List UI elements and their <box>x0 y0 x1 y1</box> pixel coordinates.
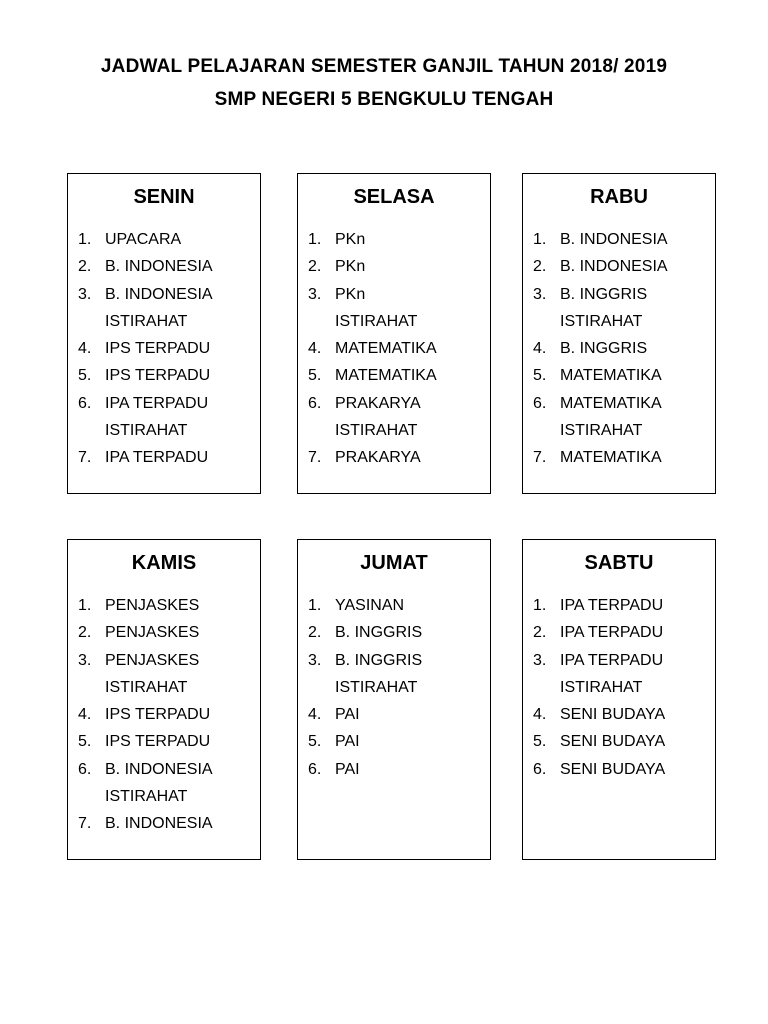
lesson-list <box>523 592 715 783</box>
lesson-number: 7. <box>308 449 322 467</box>
lesson-subject: IPA TERPADU <box>560 597 664 614</box>
day-box-kamis <box>67 539 261 860</box>
lesson-item <box>298 226 490 253</box>
lesson-subject: B. INDONESIA <box>560 258 668 276</box>
lesson-subject: MATEMATIKA <box>560 367 662 385</box>
lesson-number: 3. <box>308 285 322 303</box>
lesson-item <box>298 592 490 619</box>
lesson-subject: B. INGGRIS <box>560 340 648 358</box>
lesson-item <box>523 335 715 362</box>
lesson-subject: PENJASKES <box>105 597 200 614</box>
lesson-subject: MATEMATIKA <box>560 449 662 467</box>
lesson-item <box>68 810 260 837</box>
break-item <box>68 417 260 444</box>
day-name: SENIN <box>133 186 195 208</box>
lesson-list <box>68 226 260 472</box>
lesson-item <box>68 701 260 728</box>
lesson-item <box>68 253 260 280</box>
break-label: ISTIRAHAT <box>105 312 188 330</box>
lesson-number: 3. <box>533 285 547 303</box>
break-item <box>298 674 490 701</box>
lesson-subject: B. INDONESIA <box>105 815 213 833</box>
lesson-number: 7. <box>533 449 547 467</box>
lesson-list <box>68 592 260 838</box>
lesson-subject: PENJASKES <box>105 624 200 642</box>
lesson-subject: PAI <box>335 706 360 724</box>
break-item <box>68 308 260 335</box>
lesson-subject: B. INDONESIA <box>105 258 213 276</box>
break-label: ISTIRAHAT <box>105 788 188 806</box>
lesson-number: 6. <box>78 760 92 778</box>
lesson-number: 3. <box>78 285 92 303</box>
lesson-item <box>523 226 715 253</box>
lesson-item <box>298 756 490 783</box>
break-label: ISTIRAHAT <box>335 312 418 330</box>
lesson-subject: YASINAN <box>335 597 405 614</box>
lesson-item <box>68 756 260 783</box>
lesson-subject: IPS TERPADU <box>105 706 211 724</box>
lesson-subject: IPS TERPADU <box>105 367 211 385</box>
lesson-number: 1. <box>533 231 547 248</box>
lesson-subject: B. INDONESIA <box>105 760 213 778</box>
lesson-number: 6. <box>78 394 92 412</box>
lesson-item <box>68 335 260 362</box>
lesson-item <box>68 281 260 308</box>
break-item <box>523 308 715 335</box>
lesson-subject: IPS TERPADU <box>105 733 211 751</box>
page-title: JADWAL PELAJARAN SEMESTER GANJIL TAHUN 2018/ 2019 <box>100 56 668 77</box>
lesson-item <box>298 253 490 280</box>
lesson-subject: PKn <box>335 231 366 248</box>
lesson-item <box>68 592 260 619</box>
break-item <box>523 674 715 701</box>
lesson-subject: PENJASKES <box>105 651 200 669</box>
lesson-number: 5. <box>308 367 322 385</box>
lesson-subject: B. INDONESIA <box>560 231 668 248</box>
lesson-subject: IPS TERPADU <box>105 340 211 358</box>
lesson-item <box>68 647 260 674</box>
lesson-number: 1. <box>78 231 92 248</box>
lesson-item <box>298 362 490 389</box>
lesson-item <box>523 619 715 646</box>
lesson-number: 3. <box>533 651 547 669</box>
lesson-number: 2. <box>308 258 322 276</box>
break-item <box>68 783 260 810</box>
lesson-subject: UPACARA <box>105 231 182 248</box>
lesson-subject: B. INDONESIA <box>105 285 213 303</box>
lesson-item <box>298 647 490 674</box>
lesson-item <box>298 619 490 646</box>
lesson-number: 2. <box>78 624 92 642</box>
lesson-item <box>68 444 260 471</box>
lesson-subject: IPA TERPADU <box>105 394 209 412</box>
lesson-number: 7. <box>78 815 92 833</box>
lesson-subject: IPA TERPADU <box>560 624 664 642</box>
lesson-item <box>298 335 490 362</box>
lesson-subject: SENI BUDAYA <box>560 733 666 751</box>
day-box-jumat <box>297 539 491 860</box>
lesson-number: 4. <box>78 340 92 358</box>
lesson-subject: PAI <box>335 733 360 751</box>
lesson-number: 2. <box>78 258 92 276</box>
lesson-number: 5. <box>533 367 547 385</box>
lesson-subject: SENI BUDAYA <box>560 760 666 778</box>
lesson-subject: IPA TERPADU <box>560 651 664 669</box>
lesson-item <box>523 362 715 389</box>
day-name: SELASA <box>353 186 435 208</box>
lesson-number: 2. <box>308 624 322 642</box>
lesson-number: 7. <box>78 449 92 467</box>
lesson-number: 2. <box>533 258 547 276</box>
lesson-number: 3. <box>308 651 322 669</box>
lesson-item <box>523 444 715 471</box>
lesson-item <box>68 619 260 646</box>
lesson-item <box>298 281 490 308</box>
lesson-number: 1. <box>308 231 322 248</box>
day-name: RABU <box>590 186 648 208</box>
lesson-number: 6. <box>533 394 547 412</box>
lesson-subject: B. INGGRIS <box>560 285 648 303</box>
lesson-number: 5. <box>308 733 322 751</box>
break-item <box>523 417 715 444</box>
lesson-item <box>523 701 715 728</box>
lesson-list <box>298 592 490 783</box>
lesson-item <box>298 701 490 728</box>
break-label: ISTIRAHAT <box>335 422 418 440</box>
lesson-number: 4. <box>308 340 322 358</box>
lesson-subject: B. INGGRIS <box>335 624 423 642</box>
lesson-number: 6. <box>308 394 322 412</box>
lesson-number: 4. <box>78 706 92 724</box>
lesson-item <box>523 390 715 417</box>
lesson-number: 4. <box>533 340 547 358</box>
lesson-item <box>298 728 490 755</box>
day-box-sabtu <box>522 539 716 860</box>
school-name: SMP NEGERI 5 BENGKULU TENGAH <box>214 89 554 110</box>
lesson-list <box>298 226 490 472</box>
lesson-number: 5. <box>78 733 92 751</box>
break-label: ISTIRAHAT <box>335 678 418 696</box>
lesson-subject: SENI BUDAYA <box>560 706 666 724</box>
break-item <box>298 308 490 335</box>
lesson-number: 2. <box>533 624 547 642</box>
lesson-item <box>523 281 715 308</box>
lesson-list <box>523 226 715 472</box>
lesson-number: 1. <box>533 597 547 614</box>
lesson-subject: PKn <box>335 285 366 303</box>
lesson-item <box>68 728 260 755</box>
lesson-item <box>298 390 490 417</box>
lesson-item <box>523 756 715 783</box>
lesson-number: 5. <box>533 733 547 751</box>
day-box-selasa <box>297 173 491 494</box>
lesson-subject: MATEMATIKA <box>560 394 662 412</box>
lesson-number: 4. <box>533 706 547 724</box>
day-box-senin <box>67 173 261 494</box>
break-item <box>298 417 490 444</box>
lesson-subject: PAI <box>335 760 360 778</box>
break-item <box>68 674 260 701</box>
lesson-subject: IPA TERPADU <box>105 449 209 467</box>
break-label: ISTIRAHAT <box>560 422 643 440</box>
break-label: ISTIRAHAT <box>105 422 188 440</box>
lesson-item <box>68 390 260 417</box>
lesson-item <box>523 592 715 619</box>
day-name: SABTU <box>584 552 654 574</box>
lesson-subject: MATEMATIKA <box>335 340 437 358</box>
lesson-subject: PRAKARYA <box>335 449 421 467</box>
day-box-rabu <box>522 173 716 494</box>
lesson-item <box>298 444 490 471</box>
break-label: ISTIRAHAT <box>105 678 188 696</box>
lesson-number: 4. <box>308 706 322 724</box>
lesson-number: 1. <box>308 597 322 614</box>
break-label: ISTIRAHAT <box>560 312 643 330</box>
day-name: JUMAT <box>360 552 428 574</box>
lesson-item <box>523 253 715 280</box>
lesson-subject: MATEMATIKA <box>335 367 437 385</box>
lesson-subject: PKn <box>335 258 366 276</box>
lesson-subject: B. INGGRIS <box>335 651 423 669</box>
day-name: KAMIS <box>131 552 197 574</box>
lesson-number: 1. <box>78 597 92 614</box>
lesson-item <box>523 647 715 674</box>
lesson-number: 3. <box>78 651 92 669</box>
lesson-item <box>68 362 260 389</box>
break-label: ISTIRAHAT <box>560 678 643 696</box>
lesson-number: 6. <box>533 760 547 778</box>
lesson-item <box>523 728 715 755</box>
lesson-item <box>68 226 260 253</box>
lesson-subject: PRAKARYA <box>335 394 421 412</box>
lesson-number: 5. <box>78 367 92 385</box>
lesson-number: 6. <box>308 760 322 778</box>
